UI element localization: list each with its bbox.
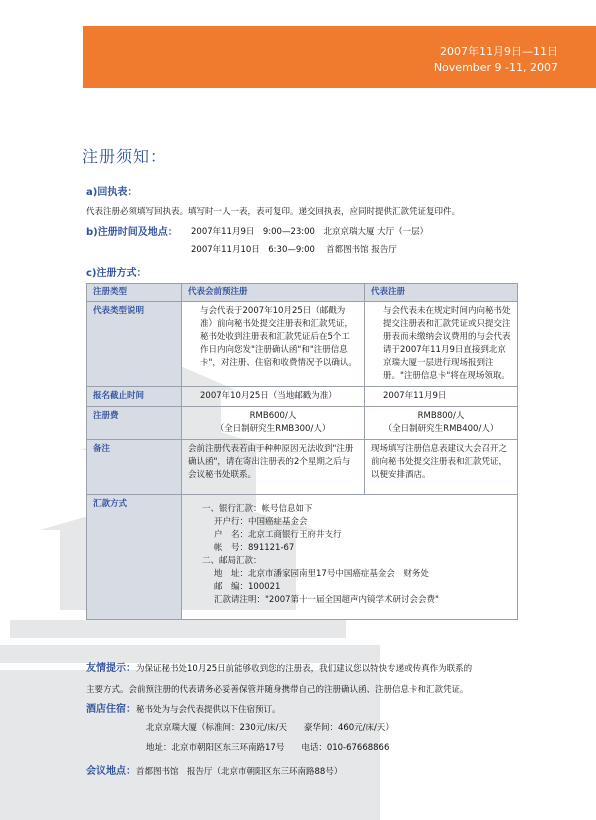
table-row [87, 407, 518, 440]
tips-text1: 为保证秘书处10月25日前能够收到您的注册表，我们建议您以特快专递或传真作为联系的 [136, 664, 473, 674]
row-key-note: 备注 [87, 440, 182, 495]
section-c-label: c)注册方式： [86, 268, 147, 279]
tips-text2: 主要方式。会前预注册的代表请务必妥善保管并随身携带自己的注册确认函、注册信息卡和汇款凭证。 [86, 685, 469, 695]
page-title: 注册须知： [82, 147, 168, 166]
hotel-label: 酒店住宿： [86, 704, 136, 715]
section-b-label: b)注册时间及地点： [86, 227, 178, 238]
row-key-fee: 注册费 [87, 407, 182, 440]
pre-fee-amount: RMB600/人 [249, 411, 297, 421]
registration-table [86, 283, 518, 620]
payment-line: 汇款请注明："2007第十一届全国超声内镜学术研讨会会费" [214, 595, 439, 605]
hotel-text: 秘书处为与会代表提供以下住宿预订。 [136, 705, 281, 715]
payment-line: 一、银行汇款：帐号信息如下 [202, 504, 313, 514]
cell-payment [182, 495, 518, 620]
table-row [87, 302, 518, 387]
row-key-payment: 汇款方式 [87, 495, 182, 620]
cell-onsite-deadline: 2007年11月9日 [365, 387, 518, 407]
onsite-fee-student: （全日制研究生RMB400/人） [383, 424, 499, 434]
header-cell-onsite: 代表注册 [365, 284, 518, 302]
payment-line: 地 址：北京市潘家园南里17号中国癌症基金会 财务处 [214, 569, 429, 579]
cell-pre-note: 会前注册代表若由于种种原因无法收到"注册确认函"，请在寄出注册表的2个星期之后与会议秘书处联系。 [182, 440, 365, 495]
cell-onsite-desc: 与会代表未在规定时间内向秘书处提交注册表和汇款凭证或只提交注册表而未缴纳会议费用的与会代表请于2007年11月9日直接到北京京瑞大厦一层进行现场报到注册。"注册信息卡"将在现场领取。 [365, 302, 518, 387]
cell-onsite-note: 现场填写注册信息表建议大会召开之前向秘书处提交注册表和汇款凭证，以便安排酒店。 [365, 440, 518, 495]
table-row [87, 495, 518, 620]
cell-pre-desc: 与会代表于2007年10月25日（邮戳为准）前向秘书处提交注册表和汇款凭证，秘书处收到注册表和汇款凭证后在5个工作日内向您发"注册确认函"和"注册信息卡"，对注册、住宿和收费情况予以确认。 [182, 302, 365, 387]
header-cell-type: 注册类型 [87, 284, 182, 302]
hotel-line [86, 700, 281, 715]
onsite-fee-amount: RMB800/人 [417, 411, 465, 421]
hotel-line1: 北京京瑞大厦（标准间：230元/床/天 豪华间：460元/床/天） [146, 723, 394, 733]
venue-label: 会议地点： [86, 766, 136, 777]
hotel-line2: 地址：北京市朝阳区东三环南路17号 电话：010-67668866 [146, 743, 390, 753]
payment-line: 二、邮局汇款： [202, 556, 262, 566]
section-b-line1: 2007年11月9日 9:00—23:00 北京京瑞大厦 大厅（一层） [191, 227, 429, 237]
cell-onsite-fee [365, 407, 518, 440]
table-row [87, 387, 518, 407]
section-a-text: 代表注册必须填写回执表。填写时一人一表，表可复印。递交回执表，应同时提供汇款凭证复印件。 [86, 207, 461, 217]
venue-line [86, 762, 342, 777]
header-cell-pre: 代表会前预注册 [182, 284, 365, 302]
section-a-label: a)回执表： [86, 187, 138, 198]
cell-pre-deadline: 2007年10月25日（当地邮戳为准） [182, 387, 365, 407]
tips-label: 友情提示： [86, 663, 136, 674]
row-key-deadline: 报名截止时间 [87, 387, 182, 407]
cell-pre-fee [182, 407, 365, 440]
section-b-line2: 2007年11月10日 6:30—9:00 首都图书馆 报告厅 [191, 245, 397, 255]
payment-line: 邮 编：100021 [214, 582, 281, 592]
pre-fee-student: （全日制研究生RMB300/人） [215, 424, 331, 434]
date-english: November 9 -11, 2007 [433, 61, 558, 74]
tips-line1 [86, 659, 472, 674]
date-chinese: 2007年11月9日—11日 [440, 45, 558, 58]
payment-line: 开户行：中国癌症基金会 [214, 517, 308, 527]
row-key-type-desc: 代表类型说明 [87, 302, 182, 387]
table-row [87, 440, 518, 495]
venue-text: 首都图书馆 报告厅（北京市朝阳区东三环南路88号） [136, 767, 343, 777]
table-header-row [87, 284, 518, 302]
payment-line: 帐 号：891121-67 [214, 543, 295, 553]
header-date [434, 44, 558, 76]
payment-line: 户 名：北京工商银行王府井支行 [214, 530, 342, 540]
